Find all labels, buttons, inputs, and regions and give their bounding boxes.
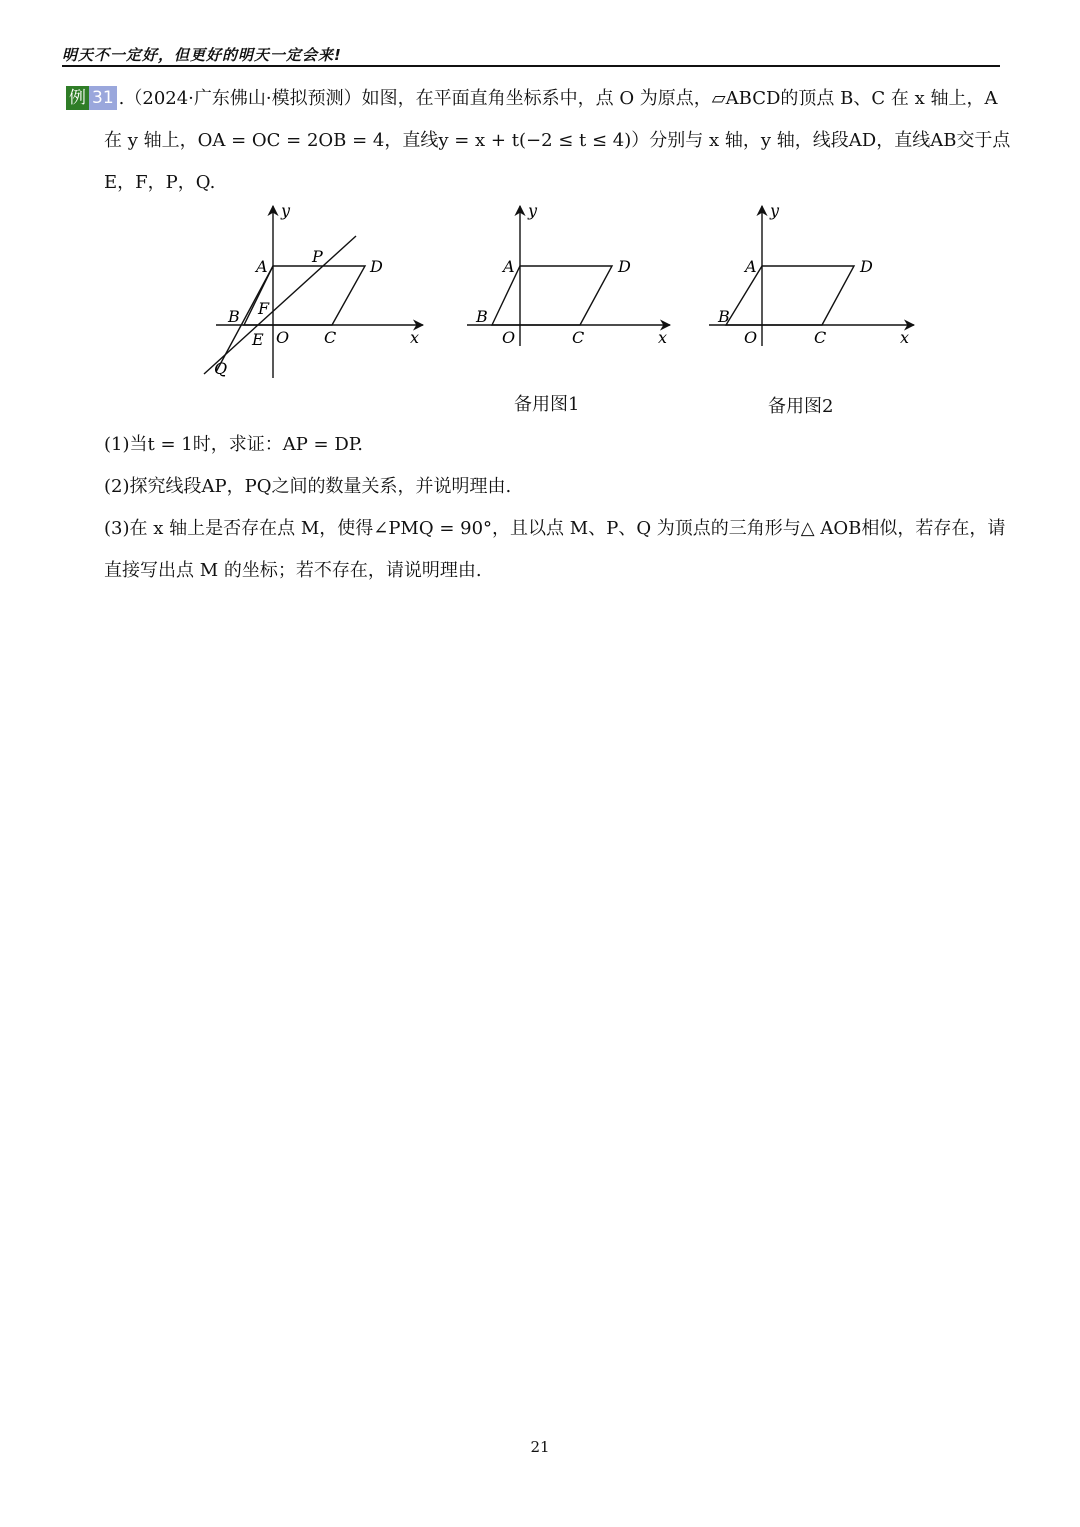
question-3-line-1: (3)在 x 轴上是否存在点 M，使得∠PMQ = 90°，且以点 M、P、Q 为顶点的三角形与△ AOB相似，若存在，请 bbox=[104, 518, 1006, 539]
label-b: B bbox=[476, 307, 488, 326]
label-y: y bbox=[281, 201, 291, 220]
label-x: x bbox=[900, 328, 910, 347]
label-o: O bbox=[276, 328, 290, 347]
label-f: F bbox=[258, 299, 270, 318]
problem-text-1: .（2024·广东佛山·模拟预测）如图，在平面直角坐标系中，点 O 为原点，▱ABCD的顶点 B、C 在 x 轴上，A bbox=[118, 88, 998, 109]
label-d: D bbox=[618, 257, 631, 276]
label-c: C bbox=[324, 328, 337, 347]
spare-figure-1 bbox=[464, 196, 684, 356]
problem-statement bbox=[66, 78, 1011, 204]
header-motto: 明天不一定好，但更好的明天一定会来! bbox=[62, 46, 342, 64]
label-e: E bbox=[252, 330, 264, 349]
label-c: C bbox=[572, 328, 585, 347]
spare-figure-2 bbox=[706, 196, 926, 356]
label-b: B bbox=[718, 307, 730, 326]
figures bbox=[190, 196, 950, 426]
label-d: D bbox=[370, 257, 383, 276]
label-q: Q bbox=[214, 359, 228, 378]
caption-spare-2: 备用图2 bbox=[768, 396, 834, 417]
main-figure bbox=[190, 196, 440, 386]
label-y: y bbox=[770, 201, 780, 220]
label-a: A bbox=[503, 257, 515, 276]
question-2: (2)探究线段AP，PQ之间的数量关系，并说明理由. bbox=[104, 476, 512, 497]
problem-line-2: 在 y 轴上，OA = OC = 2OB = 4，直线y = x + t(−2 ≤ t ≤ 4)）分别与 x 轴，y 轴，线段AD，直线AB交于点 bbox=[104, 130, 1011, 151]
label-o: O bbox=[744, 328, 758, 347]
problem-line-1 bbox=[66, 78, 1011, 120]
label-a: A bbox=[256, 257, 268, 276]
questions bbox=[104, 424, 1014, 592]
line-y-eq-x-plus-t bbox=[204, 236, 356, 374]
label-y: y bbox=[528, 201, 538, 220]
caption-spare-1: 备用图1 bbox=[514, 394, 580, 415]
label-x: x bbox=[410, 328, 420, 347]
label-o: O bbox=[502, 328, 516, 347]
question-1: (1)当t = 1时，求证：AP = DP. bbox=[104, 434, 363, 455]
label-c: C bbox=[814, 328, 827, 347]
label-a: A bbox=[745, 257, 757, 276]
label-p: P bbox=[312, 247, 323, 266]
label-b: B bbox=[228, 307, 240, 326]
example-badge-number: 31 bbox=[89, 86, 117, 110]
question-3-line-2: 直接写出点 M 的坐标；若不存在，请说明理由. bbox=[104, 560, 482, 581]
label-x: x bbox=[658, 328, 668, 347]
problem-line-3: E，F，P，Q. bbox=[104, 172, 216, 193]
label-d: D bbox=[860, 257, 873, 276]
header-rule bbox=[62, 65, 1000, 67]
page-number: 21 bbox=[530, 1438, 550, 1456]
example-badge-label: 例 bbox=[66, 86, 89, 110]
